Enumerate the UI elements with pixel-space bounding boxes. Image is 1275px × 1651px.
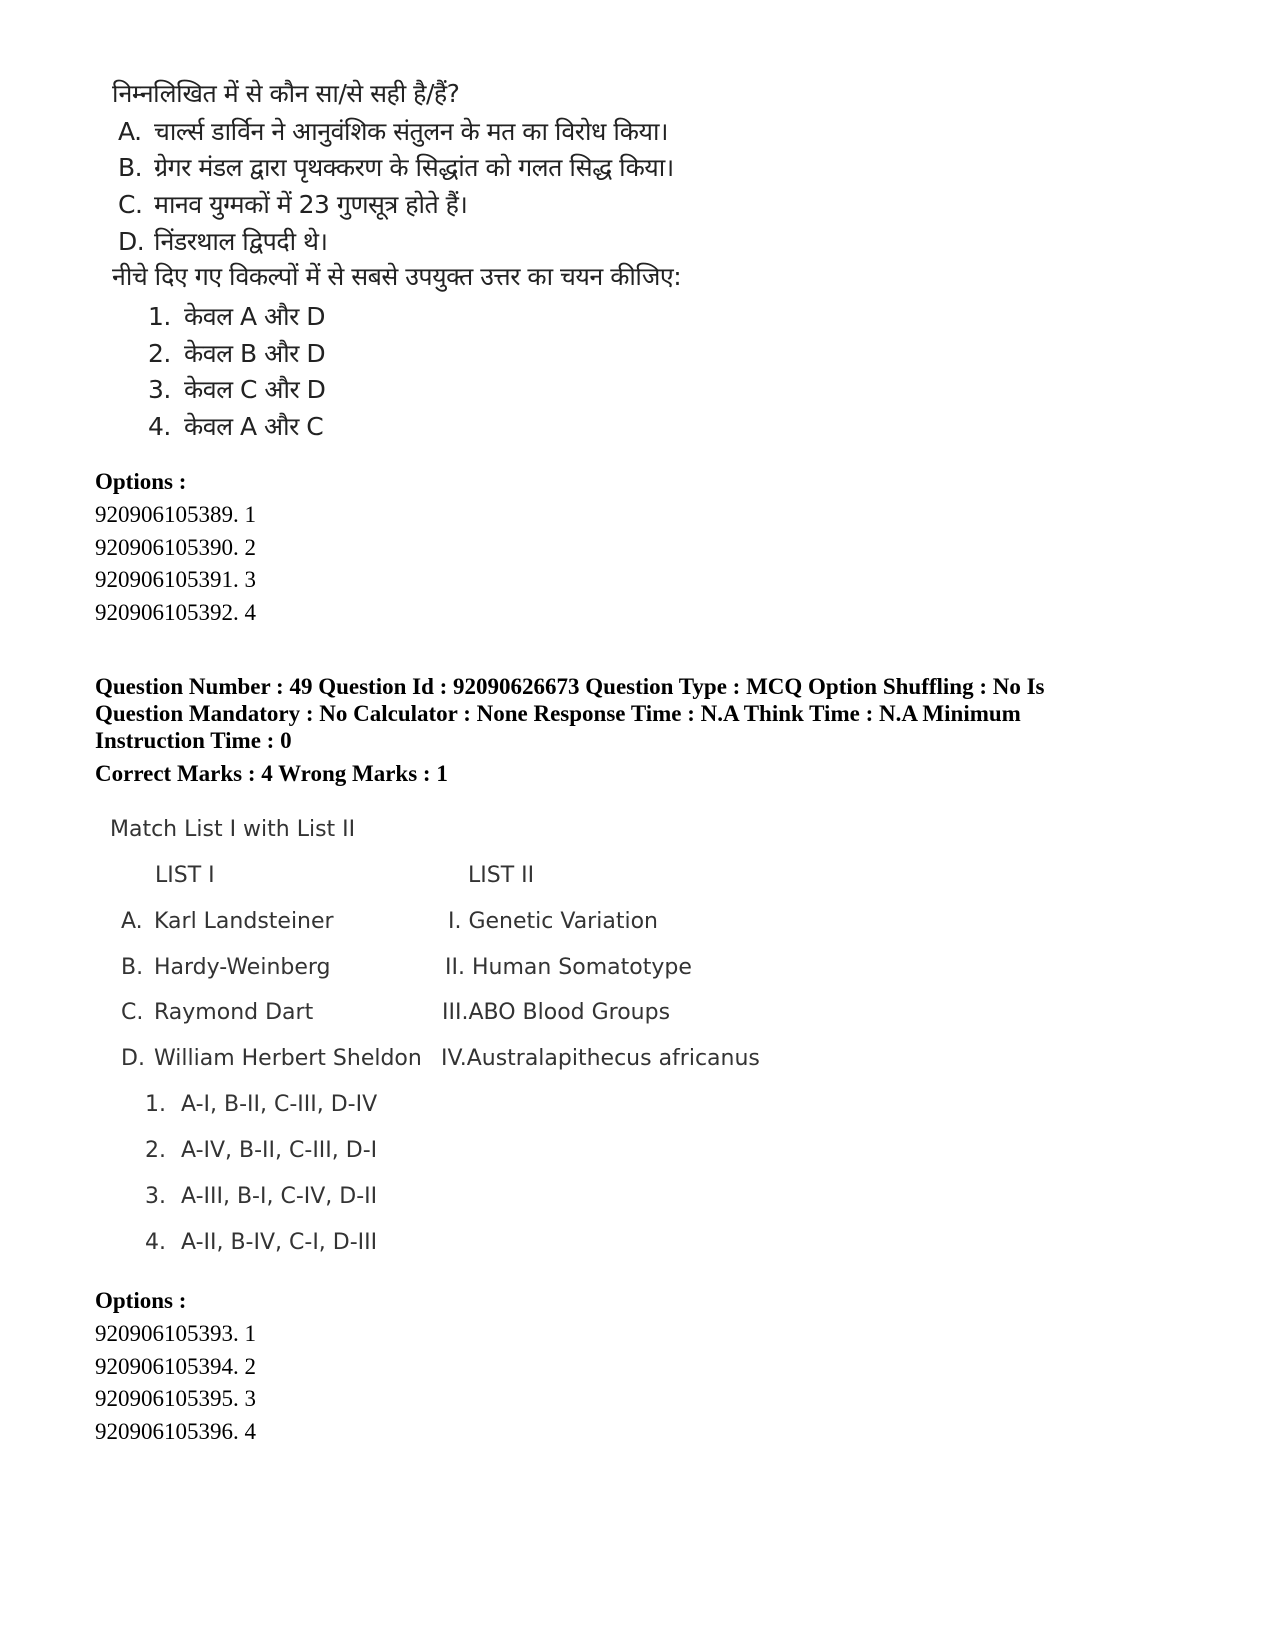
row-left-text: William Herbert Sheldon [154,1046,422,1071]
q48-statement-c [118,187,467,221]
q48-option-4: 920906105392. 4 [95,600,256,625]
q48-option-2: 920906105390. 2 [95,535,256,560]
q49-meta-line1: Question Number : 49 Question Id : 92090626673 Question Type : MCQ Option Shuffling : No Is [95,674,1045,699]
q49-choice-3 [145,1184,377,1209]
q48-options-heading: Options : [95,469,187,494]
q49-choice-2 [145,1138,377,1163]
list2-item-iii: III.ABO Blood Groups [442,1000,671,1025]
statement-label: C. [118,190,143,219]
choice-number: 4. [145,1230,166,1255]
q49-option-4: 920906105396. 4 [95,1419,256,1444]
list1-item-a [121,909,334,934]
q48-option-3: 920906105391. 3 [95,567,256,592]
row-left-text: Hardy-Weinberg [154,955,331,980]
q48-option-1: 920906105389. 1 [95,502,256,527]
statement-label: A. [118,117,142,146]
q48-choice-2 [148,336,325,370]
q49-question-text: Match List I with List II [110,817,356,842]
list1-header: LIST I [155,863,215,888]
statement-text: चार्ल्स डार्विन ने आनुवंशिक संतुलन के मत का विरोध किया। [154,117,668,146]
q49-option-1: 920906105393. 1 [95,1321,256,1346]
row-left-text: Karl Landsteiner [154,909,334,934]
statement-label: B. [118,153,143,182]
q48-choice-4 [148,409,323,443]
q49-meta-line2: Question Mandatory : No Calculator : None Response Time : N.A Think Time : N.A Minimum [95,701,1021,726]
choice-number: 1. [148,302,171,331]
choice-number: 4. [148,412,171,441]
row-label: C. [121,1000,144,1025]
choice-text: केवल B और D [184,339,326,368]
list1-item-b [121,955,331,980]
statement-text: मानव युग्मकों में 23 गुणसूत्र होते हैं। [154,190,468,219]
row-label: A. [121,909,143,934]
q49-choice-1 [145,1092,377,1117]
choice-text: केवल C और D [184,375,326,404]
list2-item-i: I. Genetic Variation [448,909,658,934]
list1-item-c [121,1000,313,1025]
choice-number: 1. [145,1092,166,1117]
q48-statement-b [118,150,674,184]
choice-number: 2. [148,339,171,368]
list1-item-d [121,1046,422,1071]
row-left-text: Raymond Dart [154,1000,314,1025]
q49-option-3: 920906105395. 3 [95,1386,256,1411]
choice-text: केवल A और D [184,302,326,331]
choice-text: A-III, B-I, C-IV, D-II [181,1184,378,1209]
q48-statement-d [118,224,328,258]
q49-meta-line3: Instruction Time : 0 [95,728,292,753]
list2-item-ii: II. Human Somatotype [445,955,692,980]
row-label: B. [121,955,144,980]
q48-question-text: निम्नलिखित में से कौन सा/से सही है/हैं? [112,79,460,108]
q48-choice-3 [148,372,325,406]
q48-statement-a [118,114,668,148]
choice-number: 3. [148,375,171,404]
statement-label: D. [118,227,145,256]
choice-text: केवल A और C [184,412,324,441]
q49-option-2: 920906105394. 2 [95,1354,256,1379]
statement-text: निंडरथाल द्विपदी थे। [154,227,328,256]
choice-number: 3. [145,1184,166,1209]
choice-number: 2. [145,1138,166,1163]
q49-choice-4 [145,1230,377,1255]
list2-header: LIST II [468,863,535,888]
list2-item-iv: IV.Australapithecus africanus [441,1046,760,1071]
row-label: D. [121,1046,145,1071]
q48-choice-1 [148,299,325,333]
q49-options-heading: Options : [95,1288,187,1313]
choice-text: A-I, B-II, C-III, D-IV [181,1092,378,1117]
choice-text: A-II, B-IV, C-I, D-III [181,1230,378,1255]
q49-marks: Correct Marks : 4 Wrong Marks : 1 [95,761,448,786]
q48-instruction: नीचे दिए गए विकल्पों में से सबसे उपयुक्त उत्तर का चयन कीजिए: [112,262,682,291]
choice-text: A-IV, B-II, C-III, D-I [181,1138,378,1163]
statement-text: ग्रेगर मंडल द्वारा पृथक्करण के सिद्धांत को गलत सिद्ध किया। [154,153,674,182]
